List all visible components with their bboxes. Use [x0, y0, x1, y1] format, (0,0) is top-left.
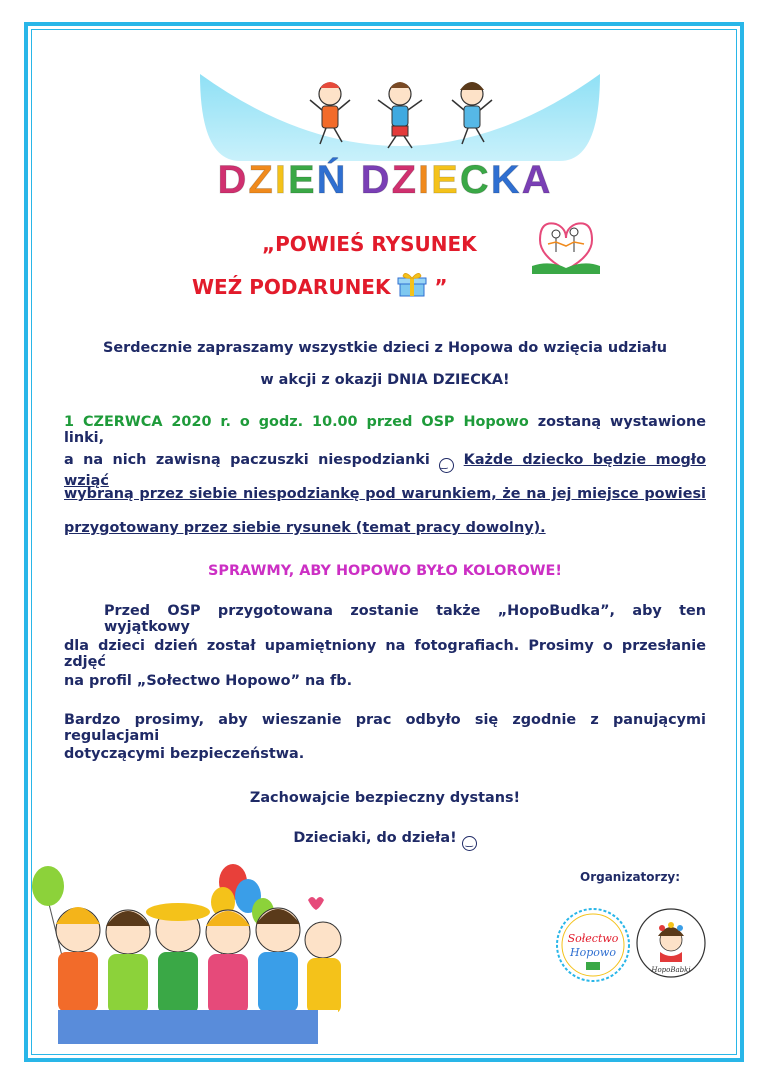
safety-line-2: dotyczącymi bezpieczeństwa. — [64, 746, 305, 762]
closing-line-2: Dzieciaki, do dzieła! ‿ — [64, 830, 706, 851]
logo2-text: HopoBabki — [651, 966, 691, 974]
intro-line-1: Serdecznie zapraszamy wszystkie dzieci z Hopowa do wzięcia udziału — [103, 340, 667, 356]
intro-line-2: w akcji z okazji DNIA DZIECKA! — [260, 372, 510, 388]
title-letter — [348, 158, 361, 203]
gift-icon — [397, 272, 427, 298]
logo1-text-1: Sołectwo — [567, 932, 619, 945]
title-letter: A — [521, 158, 553, 202]
event-date-place: 1 CZERWCA 2020 r. o godz. 10.00 przed OSP Hopowo — [64, 414, 529, 430]
closing-line-1: Zachowajcie bezpieczny dystans! — [249, 790, 521, 806]
smile-icon: ‿ — [439, 458, 454, 473]
title-letter: D — [217, 158, 249, 202]
slogan-line-2: WEŹ PODARUNEK ” — [192, 272, 448, 299]
dancing-kids-banner — [200, 66, 600, 166]
title-letter: Z — [391, 158, 418, 202]
title-letter: Z — [248, 158, 275, 202]
title-letter: E — [287, 158, 317, 202]
colorful-slogan: SPRAWMY, ABY HOPOWO BYŁO KOLOROWE! — [208, 563, 562, 579]
photobooth-line-1: Przed OSP przygotowana zostanie także „HopoBudka”, aby ten wyjątkowy — [104, 603, 706, 635]
smile-icon: ‿ — [462, 836, 477, 851]
kids-with-balloons-image — [28, 860, 348, 1060]
solectwo-hopowo-logo — [554, 906, 632, 984]
event-line-3: wybraną przez siebie niespodziankę pod warunkiem, że na jej miejsce powiesi — [64, 486, 706, 502]
organizers-label: Organizatorzy: — [580, 870, 681, 884]
event-line-4: przygotowany przez siebie rysunek (temat pracy dowolny). — [64, 520, 546, 536]
title-letter: Ń — [316, 158, 348, 202]
photobooth-line-2: dla dzieci dzień został upamiętniony na fotografiach. Prosimy o przesłanie zdjęć — [64, 638, 706, 670]
safety-line-1: Bardzo prosimy, aby wieszanie prac odbyło się zgodnie z panującymi regulacjami — [64, 712, 706, 744]
photobooth-line-3: na profil „Sołectwo Hopowo” na fb. — [64, 673, 353, 689]
child-drawing-image — [530, 212, 602, 276]
title-letter: I — [418, 158, 432, 202]
title-letter: I — [274, 158, 288, 202]
title-letter: C — [459, 158, 491, 202]
title-letter: E — [431, 158, 460, 202]
event-line-1: 1 CZERWCA 2020 r. o godz. 10.00 przed OSP Hopowo zostaną wystawione linki, — [64, 414, 706, 446]
event-line-2: a na nich zawisną paczuszki niespodzianki ‿ Każde dziecko będzie mogło wziąć — [64, 452, 706, 489]
logo1-text-2: Hopowo — [570, 946, 616, 959]
title-letter: K — [490, 158, 522, 202]
title-letter: D — [360, 158, 392, 202]
page-title — [0, 158, 770, 203]
hopobabki-logo — [634, 906, 708, 980]
slogan-line-1: „POWIEŚ RYSUNEK — [262, 232, 477, 256]
